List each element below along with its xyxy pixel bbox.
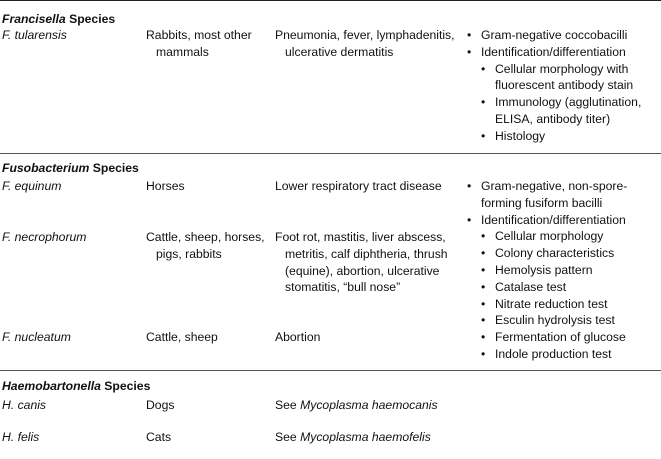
see-target: Mycoplasma haemofelis: [300, 430, 431, 444]
note-subitem: • Hemolysis pattern: [467, 262, 661, 279]
note-item: • Gram-negative, non-spore-forming fusiform bacilli: [467, 178, 661, 212]
notes-list-francisella: [467, 27, 661, 145]
organism-name: F. equinum: [2, 179, 62, 193]
section-divider: [0, 153, 661, 154]
organism-name: F. nucleatum: [2, 330, 71, 344]
organism-name: H. canis: [2, 398, 47, 412]
note-subitem: • Catalase test: [467, 279, 661, 296]
table-top-border: [0, 0, 661, 1]
see-reference: [275, 397, 475, 414]
species-label: Species: [104, 379, 151, 393]
note-item: • Identification/differentiation: [467, 44, 661, 61]
species-label: Species: [92, 161, 139, 175]
host-species: Horses: [146, 179, 185, 193]
note-subitem: • Cellular morphology with fluorescent antibody stain: [467, 61, 661, 95]
section-divider: [0, 370, 661, 371]
section-heading-francisella: [2, 12, 115, 26]
disease-list: Foot rot, mastitis, liver abscess, metritis, calf diphtheria, thrush (equine), abortion, ulcerative stomatitis, “bull nose”: [275, 230, 448, 295]
note-item: • Identification/differentiation: [467, 212, 661, 229]
note-subitem: • Nitrate reduction test: [467, 296, 661, 313]
note-subitem: • Immunology (agglutination, ELISA, antibody titer): [467, 94, 661, 128]
host-species: Cattle, sheep: [146, 330, 218, 344]
note-subitem: • Fermentation of glucose: [467, 329, 661, 346]
see-label: See: [275, 430, 297, 444]
organism-name: H. felis: [2, 430, 40, 444]
disease-list: Lower respiratory tract disease: [275, 179, 442, 193]
genus-name: Francisella: [2, 12, 66, 26]
note-subitem: • Esculin hydrolysis test: [467, 312, 661, 329]
note-subitem: • Colony characteristics: [467, 245, 661, 262]
notes-list-fusobacterium: [467, 178, 661, 363]
genus-name: Haemobartonella: [2, 379, 101, 393]
host-species: Cattle, sheep, horses, pigs, rabbits: [146, 230, 265, 261]
organism-name: F. necrophorum: [2, 230, 87, 244]
host-species: Dogs: [146, 398, 175, 412]
section-heading-fusobacterium: [2, 161, 139, 175]
see-target: Mycoplasma haemocanis: [300, 398, 438, 412]
note-item: • Gram-negative coccobacilli: [467, 27, 661, 44]
see-reference: [275, 429, 475, 446]
host-species: Rabbits, most other mammals: [146, 28, 252, 59]
disease-list: Abortion: [275, 330, 321, 344]
section-heading-haemobartonella: [2, 379, 150, 393]
organism-name: F. tularensis: [2, 28, 67, 42]
disease-list: Pneumonia, fever, lymphadenitis, ulcerative dermatitis: [275, 28, 455, 59]
note-subitem: • Indole production test: [467, 346, 661, 363]
genus-name: Fusobacterium: [2, 161, 90, 175]
note-subitem: • Cellular morphology: [467, 228, 661, 245]
see-label: See: [275, 398, 297, 412]
species-label: Species: [69, 12, 116, 26]
note-subitem: • Histology: [467, 128, 661, 145]
host-species: Cats: [146, 430, 172, 444]
